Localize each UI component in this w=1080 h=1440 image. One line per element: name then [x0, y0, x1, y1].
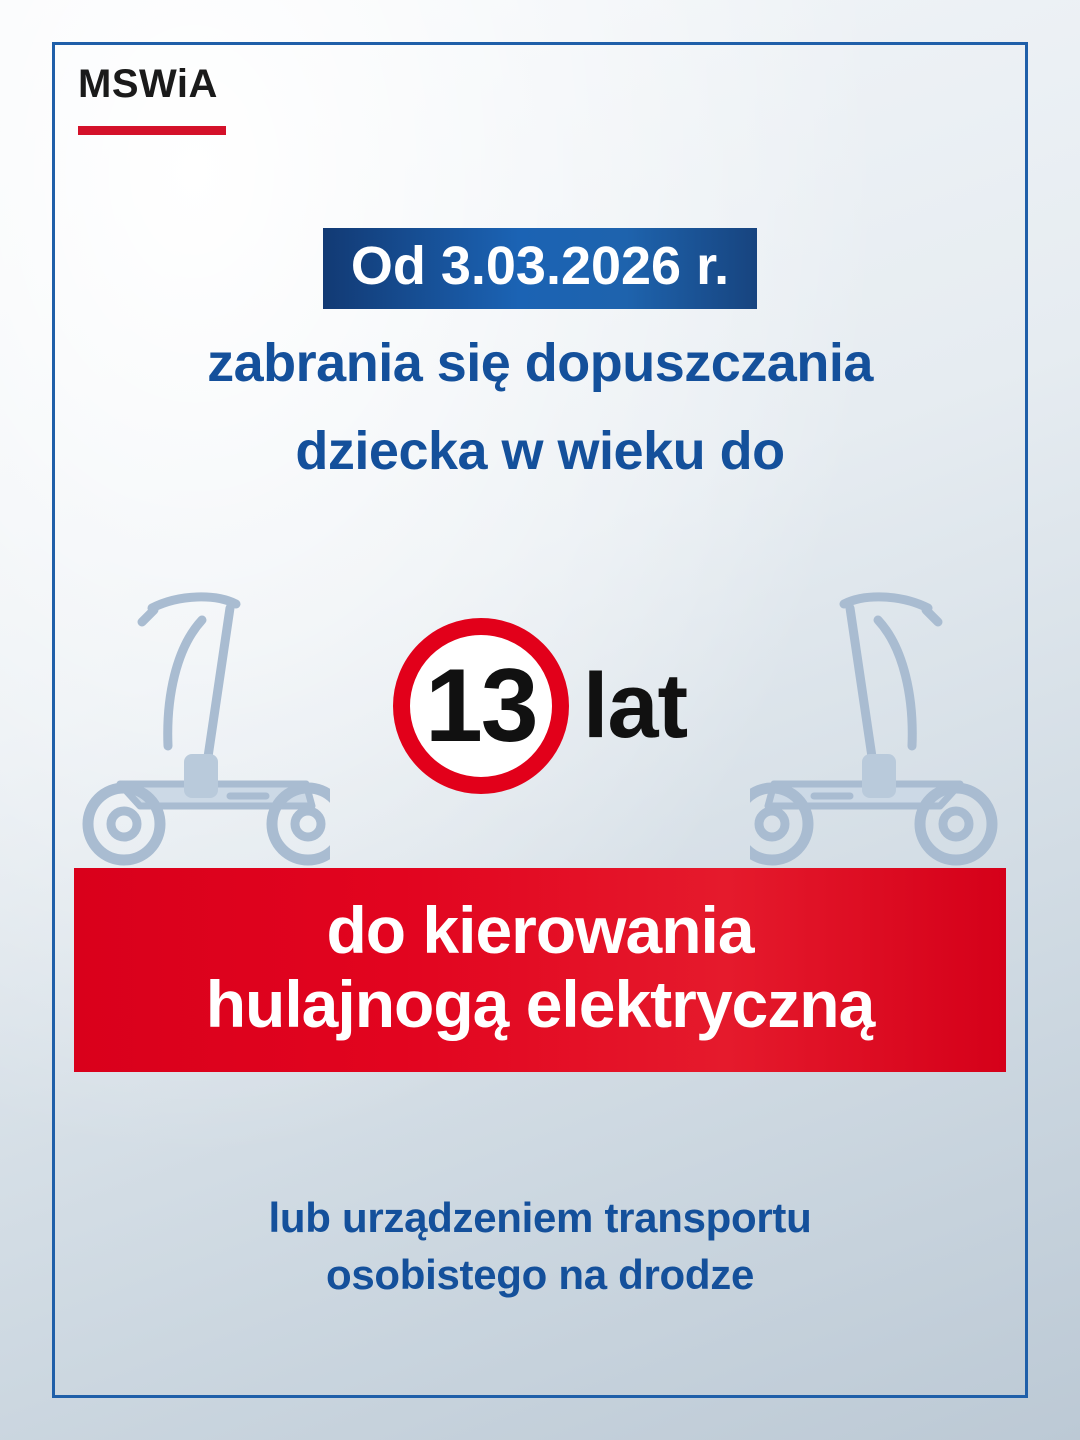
- headline-line-2: dziecka w wieku do: [295, 420, 785, 481]
- age-limit-number: 13: [424, 648, 537, 764]
- mswia-logo: [78, 64, 308, 135]
- age-limit-row: [0, 618, 1080, 794]
- red-banner: [74, 868, 1006, 1072]
- age-limit-unit: lat: [582, 655, 688, 757]
- effective-date-badge: Od 3.03.2026 r.: [323, 228, 757, 309]
- headline-line-1: zabrania się dopuszczania: [207, 332, 873, 393]
- footer-text: [0, 1190, 1080, 1303]
- banner-line-1: do kierowania: [326, 893, 754, 967]
- logo-wordmark: MSWiA: [78, 62, 218, 106]
- headline-block: [0, 228, 1080, 484]
- illustration-row: [0, 560, 1080, 880]
- footer-line-1: lub urządzeniem transportu: [268, 1194, 812, 1241]
- age-limit-sign-icon: [393, 618, 569, 794]
- logo-red-bar: [78, 126, 226, 135]
- footer-line-2: osobistego na drodze: [325, 1250, 755, 1298]
- banner-line-2: hulajnogą elektryczną: [205, 966, 875, 1041]
